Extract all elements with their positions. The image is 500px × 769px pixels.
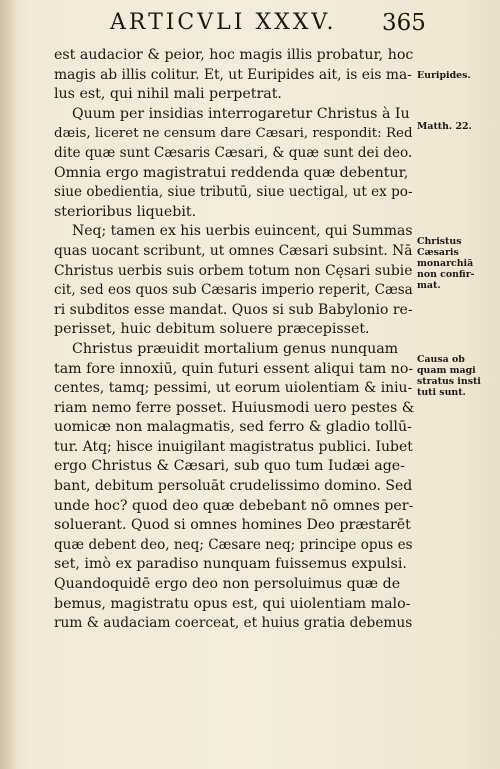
text-line: magis ab illis colitur. Et, ut Euripides ait, is eis ma- <box>54 66 412 83</box>
text-line: set, imò ex paradiso nunquam fuissemus expulsi. <box>54 556 407 573</box>
spine-shadow <box>0 0 18 769</box>
text-line: dite quæ sunt Cæsaris Cæsari, & quæ sunt dei deo. <box>54 144 413 161</box>
margin-note-line: quam magi <box>417 365 476 376</box>
text-line: uomicæ non malagmatis, sed ferro & gladio tollū- <box>54 419 412 436</box>
text-line: cit, sed eos quos sub Cæsaris imperio reperit, Cæsa <box>54 282 413 299</box>
text-line: Quum per insidias interrogaretur Christus à Iu <box>72 105 410 122</box>
margin-note-line: mat. <box>417 280 441 291</box>
running-head: ARTICVLI XXXV. <box>110 10 337 35</box>
margin-note-line: Causa ob <box>417 354 465 365</box>
text-line: Neq; tamen ex his uerbis euincent, qui Summas <box>72 223 413 240</box>
text-line: bant, debitum persoluāt crudelissimo domino. Sed <box>54 478 413 495</box>
page-number: 365 <box>382 10 426 36</box>
margin-note-line: non confir- <box>417 269 475 280</box>
text-line: ergo Christus & Cæsari, sub quo tum Iudæi age- <box>54 458 405 475</box>
text-line: ri subditos esse mandat. Quos si sub Babylonio re- <box>54 301 413 318</box>
text-line: riam nemo ferre posset. Huiusmodi uero pestes & <box>54 399 415 416</box>
text-line: tur. Atq; hisce inuigilant magistratus publici. Iubet <box>54 438 413 455</box>
text-line: Quandoquidē ergo deo non persoluimus quæ de <box>54 576 401 593</box>
text-line: sterioribus liquebit. <box>54 203 197 220</box>
text-line: Christus præuidit mortalium genus nunquam <box>72 340 399 357</box>
margin-note-line: Euripides. <box>417 70 471 81</box>
text-line: perisset, huic debitum soluere præcepisset. <box>54 321 370 338</box>
text-line: siue obedientia, siue tributū, siue uectigal, ut ex po- <box>54 184 413 201</box>
text-line: tam fore innoxiū, quin futuri essent aliqui tam no- <box>54 360 414 377</box>
margin-note-line: Christus <box>417 236 462 247</box>
text-line: Omnia ergo magistratui reddenda quæ debentur, <box>54 164 409 181</box>
margin-note-causa-magistratus <box>417 354 481 398</box>
text-line: quæ debent deo, neq; Cæsare neq; principe opus es <box>54 536 413 553</box>
text-line: unde hoc? quod deo quæ debebant nō omnes per- <box>54 497 414 514</box>
body-text <box>54 46 416 634</box>
margin-note-line: Matth. 22. <box>417 121 472 132</box>
margin-note-christus-monarchia <box>417 236 475 291</box>
margin-note-matthew <box>417 121 472 132</box>
text-line: centes, tamq; pessimi, ut eorum uiolentiam & iniu- <box>54 380 413 397</box>
page-header <box>110 10 440 40</box>
margin-note-line: tuti sunt. <box>417 387 466 398</box>
margin-note-line: stratus insti <box>417 376 481 387</box>
text-line: bemus, magistratu opus est, qui uiolentiam malo- <box>54 595 411 612</box>
text-line: est audacior & peior, hoc magis illis probatur, hoc <box>54 47 414 63</box>
margin-note-line: Cæsaris <box>417 247 459 258</box>
margin-note-line: monarchiā <box>417 258 474 269</box>
text-line: rum & audaciam coerceat, et huius gratia debemus <box>54 615 413 632</box>
text-line: dæis, liceret ne censum dare Cæsari, respondit: Red <box>54 126 413 142</box>
text-line: soluerant. Quod si omnes homines Deo præstarēt <box>54 517 411 534</box>
margin-note-euripides <box>417 70 471 81</box>
text-line: Christus uerbis suis orbem totum non Cęsari subie <box>54 262 413 279</box>
text-line: lus est, qui nihil mali perpetrat. <box>54 86 282 103</box>
text-line: quas uocant scribunt, ut omnes Cæsari subsint. Nā <box>54 242 413 259</box>
